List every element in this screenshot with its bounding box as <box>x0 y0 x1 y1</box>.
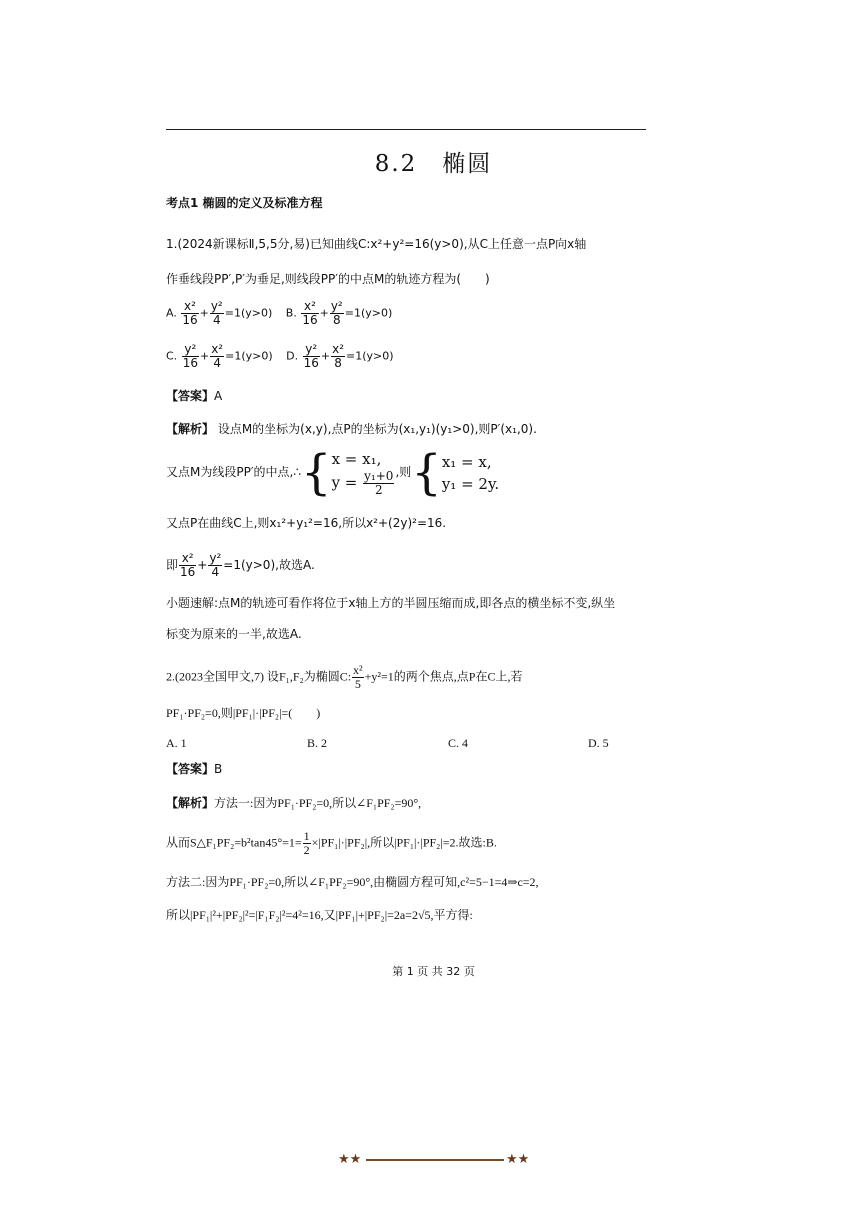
q2-option-d: D. 5 <box>588 736 609 750</box>
q1-options-row1 <box>166 300 402 327</box>
q1-analysis-line1: 【解析】 设点M的坐标为(x,y),点P的坐标为(x₁,y₁)(y₁>0),则P′(x₁,0). <box>166 422 537 436</box>
q2-stem-line1: 2.(2023全国甲文,7) 设F₁,F₂为椭圆C: $\frac{\text{x²}}{5}$ +y²=1的两个焦点,点P在C上,若 <box>166 663 523 691</box>
q1-option-c: C. $\frac{\text{y²}}{16}$ + $\frac{\text{x²}}{4}$ =1(y>0) <box>166 342 273 370</box>
page-footer: 第 1 页 共 32 页 <box>392 965 475 978</box>
q1-options-row2 <box>166 343 404 370</box>
q1-answer: 【答案】A <box>166 389 223 403</box>
q1-option-d: D. $\frac{\text{y²}}{16}$ + $\frac{\text{x²}}{8}$ =1(y>0) <box>286 342 394 370</box>
q2-option-a: A. 1 <box>166 736 187 750</box>
q2-option-b: B. 2 <box>307 736 328 750</box>
q2-stem-line2: PF₁·PF₂=0,则|PF₁|·|PF₂|=( ) <box>166 706 321 720</box>
q1-option-b: B. $\frac{\text{x²}}{16}$ + $\frac{\text{y²}}{8}$ =1(y>0) <box>285 299 393 327</box>
footer-decoration <box>338 1152 532 1168</box>
q1-analysis-line3: 又点P在曲线C上,则x₁²+y₁²=16,所以x²+(2y)²=16. <box>166 516 447 530</box>
q2-option-c: C. 4 <box>448 736 469 750</box>
q1-quick-solve-line1: 小题速解:点M的轨迹可看作将位于x轴上方的半圆压缩而成,即各点的横坐标不变,纵坐 <box>166 596 616 610</box>
q2-analysis-method1: 【解析】方法一:因为PF₁·PF₂=0,所以∠F₁PF₂=90°, <box>166 796 422 810</box>
q1-stem-line1: 1.(2024新课标Ⅱ,5,5分,易)已知曲线C:x²+y²=16(y>0),从C上任意一点P向x轴 <box>166 237 587 251</box>
section-heading: 考点1 椭圆的定义及标准方程 <box>166 196 323 210</box>
star-icon: ★★ <box>506 1152 530 1167</box>
q2-analysis-method2b: 所以|PF₁|²+|PF₂|²=|F₁F₂|²=4²=16,又|PF₁|+|PF₂|=2a=2√5,平方得: <box>166 908 473 922</box>
q2-analysis-method2: 方法二:因为PF₁·PF₂=0,所以∠F₁PF₂=90°,由椭圆方程可知,c²=5−1=4⇒c=2, <box>166 875 539 889</box>
header-rule <box>166 129 646 130</box>
q1-analysis-system: 又点M为线段PP′的中点,∴{ x = x₁, y = $\frac{\text{y₁+0}}{2}$ ,则{ x₁ = x, y₁ = 2y. <box>166 444 500 501</box>
q1-quick-solve-line2: 标变为原来的一半,故选A. <box>166 627 302 641</box>
q2-answer: 【答案】B <box>166 762 223 776</box>
q2-analysis-method1b: 从而S△F₁PF₂=b²tan45°=1= $\frac{1}{2}$ ×|PF₁|·|PF₂|,所以|PF₁|·|PF₂|=2.故选:B. <box>166 829 497 857</box>
decorative-divider <box>366 1159 504 1161</box>
q1-option-a: A. $\frac{\text{x²}}{16}$ + $\frac{\text{y²}}{4}$ =1(y>0) <box>166 299 273 327</box>
q1-stem-line2: 作垂线段PP′,P′为垂足,则线段PP′的中点M的轨迹方程为( ) <box>166 272 490 286</box>
star-icon: ★★ <box>338 1152 362 1167</box>
q1-analysis-line4: 即 $\frac{\text{x²}}{16}$ + $\frac{\text{y²}}{4}$ =1(y>0),故选A. <box>166 551 315 579</box>
page-title: 8.2 椭圆 <box>374 151 493 177</box>
